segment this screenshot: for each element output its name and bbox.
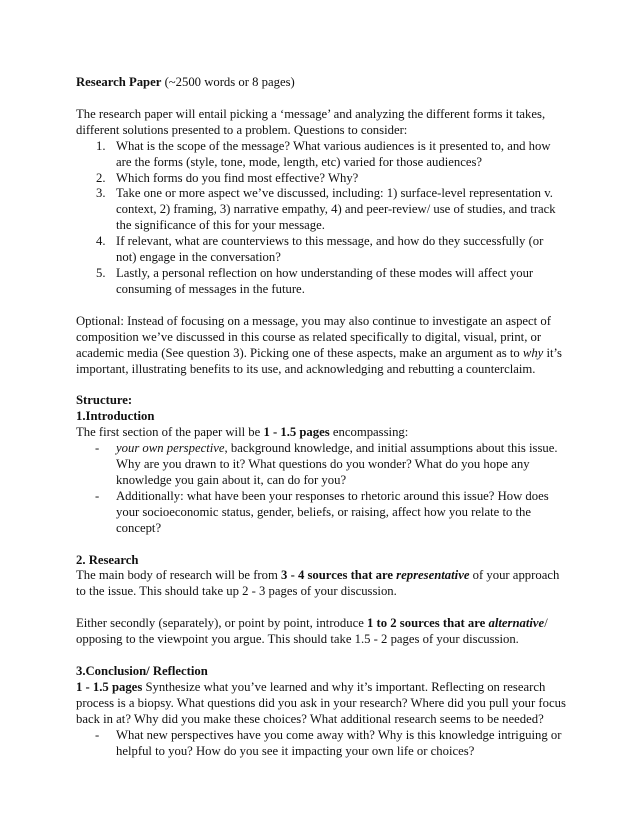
title-bold: Research Paper <box>76 75 162 89</box>
list-item: 2. Which forms do you find most effective? Why? <box>96 170 359 185</box>
optional-paragraph: Optional: Instead of focusing on a message, you may also continue to investigate an aspect of composition we’ve discussed in this course as related specifically to digital, visual, print, or academic media (See question 3). Picking one of these aspects, make an argument as to why it’s important, illustrating benefits to its use, and acknowledging and rebutting a counterclaim. <box>76 313 562 376</box>
document-body <box>76 75 566 760</box>
research-paragraph-1: The main body of research will be from 3 - 4 sources that are representative of your approach to the issue. This should take up 2 - 3 pages of your discussion. <box>76 568 560 599</box>
list-item: - What new perspectives have you come away with? Why is this knowledge intriguing or helpful to you? How do you see it impacting your own life or choices? <box>95 727 562 758</box>
list-item: - Additionally: what have been your responses to rhetoric around this issue? How does your socioeconomic status, gender, beliefs, or raising, affect how you relate to the concept? <box>95 488 549 535</box>
research-paragraph-2: Either secondly (separately), or point by point, introduce 1 to 2 sources that are alternative/ opposing to the viewpoint you argue. This should take 1.5 - 2 pages of your discussion. <box>76 616 548 647</box>
list-item: 1. What is the scope of the message? What various audiences is it presented to, and how are the forms (style, tone, mode, length, etc) varied for those audiences? <box>96 138 551 169</box>
conclusion-paragraph: 1 - 1.5 pages Synthesize what you’ve learned and why it’s important. Reflecting on research process is a biopsy. What questions did you ask in your research? Where did you pull your focus back in at? Why did you make these choices? What additional research seems to be needed? <box>76 680 566 726</box>
list-item: 4. If relevant, what are counterviews to this message, and how do they successfully (or not) engage in the conversation? <box>96 234 544 265</box>
conclusion-bullets <box>76 728 566 760</box>
research-heading: 2. Research <box>76 552 139 567</box>
list-item: 5. Lastly, a personal reflection on how understanding of these modes will affect your consuming of messages in the future. <box>96 265 534 296</box>
list-item: - your own perspective, background knowledge, and initial assumptions about this issue. Why are you drawn to it? What questions do you wonder? What do you hope any knowledge you gain about it, can do for you? <box>95 441 558 487</box>
introduction-heading: 1.Introduction <box>76 409 155 424</box>
questions-list <box>76 139 566 298</box>
introduction-text: The first section of the paper will be 1 - 1.5 pages encompassing: <box>76 425 409 440</box>
intro-paragraph: The research paper will entail picking a ‘message’ and analyzing the different forms it takes, different solutions presented to a problem. Questions to consider: <box>76 106 546 137</box>
list-item: 3. Take one or more aspect we’ve discussed, including: 1) surface-level representation v. context, 2) framing, 3) narrative empathy, 4) and peer-review/ use of studies, and track the significance of this for your message. <box>96 186 556 233</box>
introduction-bullets <box>76 441 566 536</box>
title-rest: (~2500 words or 8 pages) <box>161 75 295 89</box>
structure-heading: Structure: <box>76 393 133 408</box>
document-title <box>76 75 566 91</box>
conclusion-heading: 3.Conclusion/ Reflection <box>76 664 208 679</box>
